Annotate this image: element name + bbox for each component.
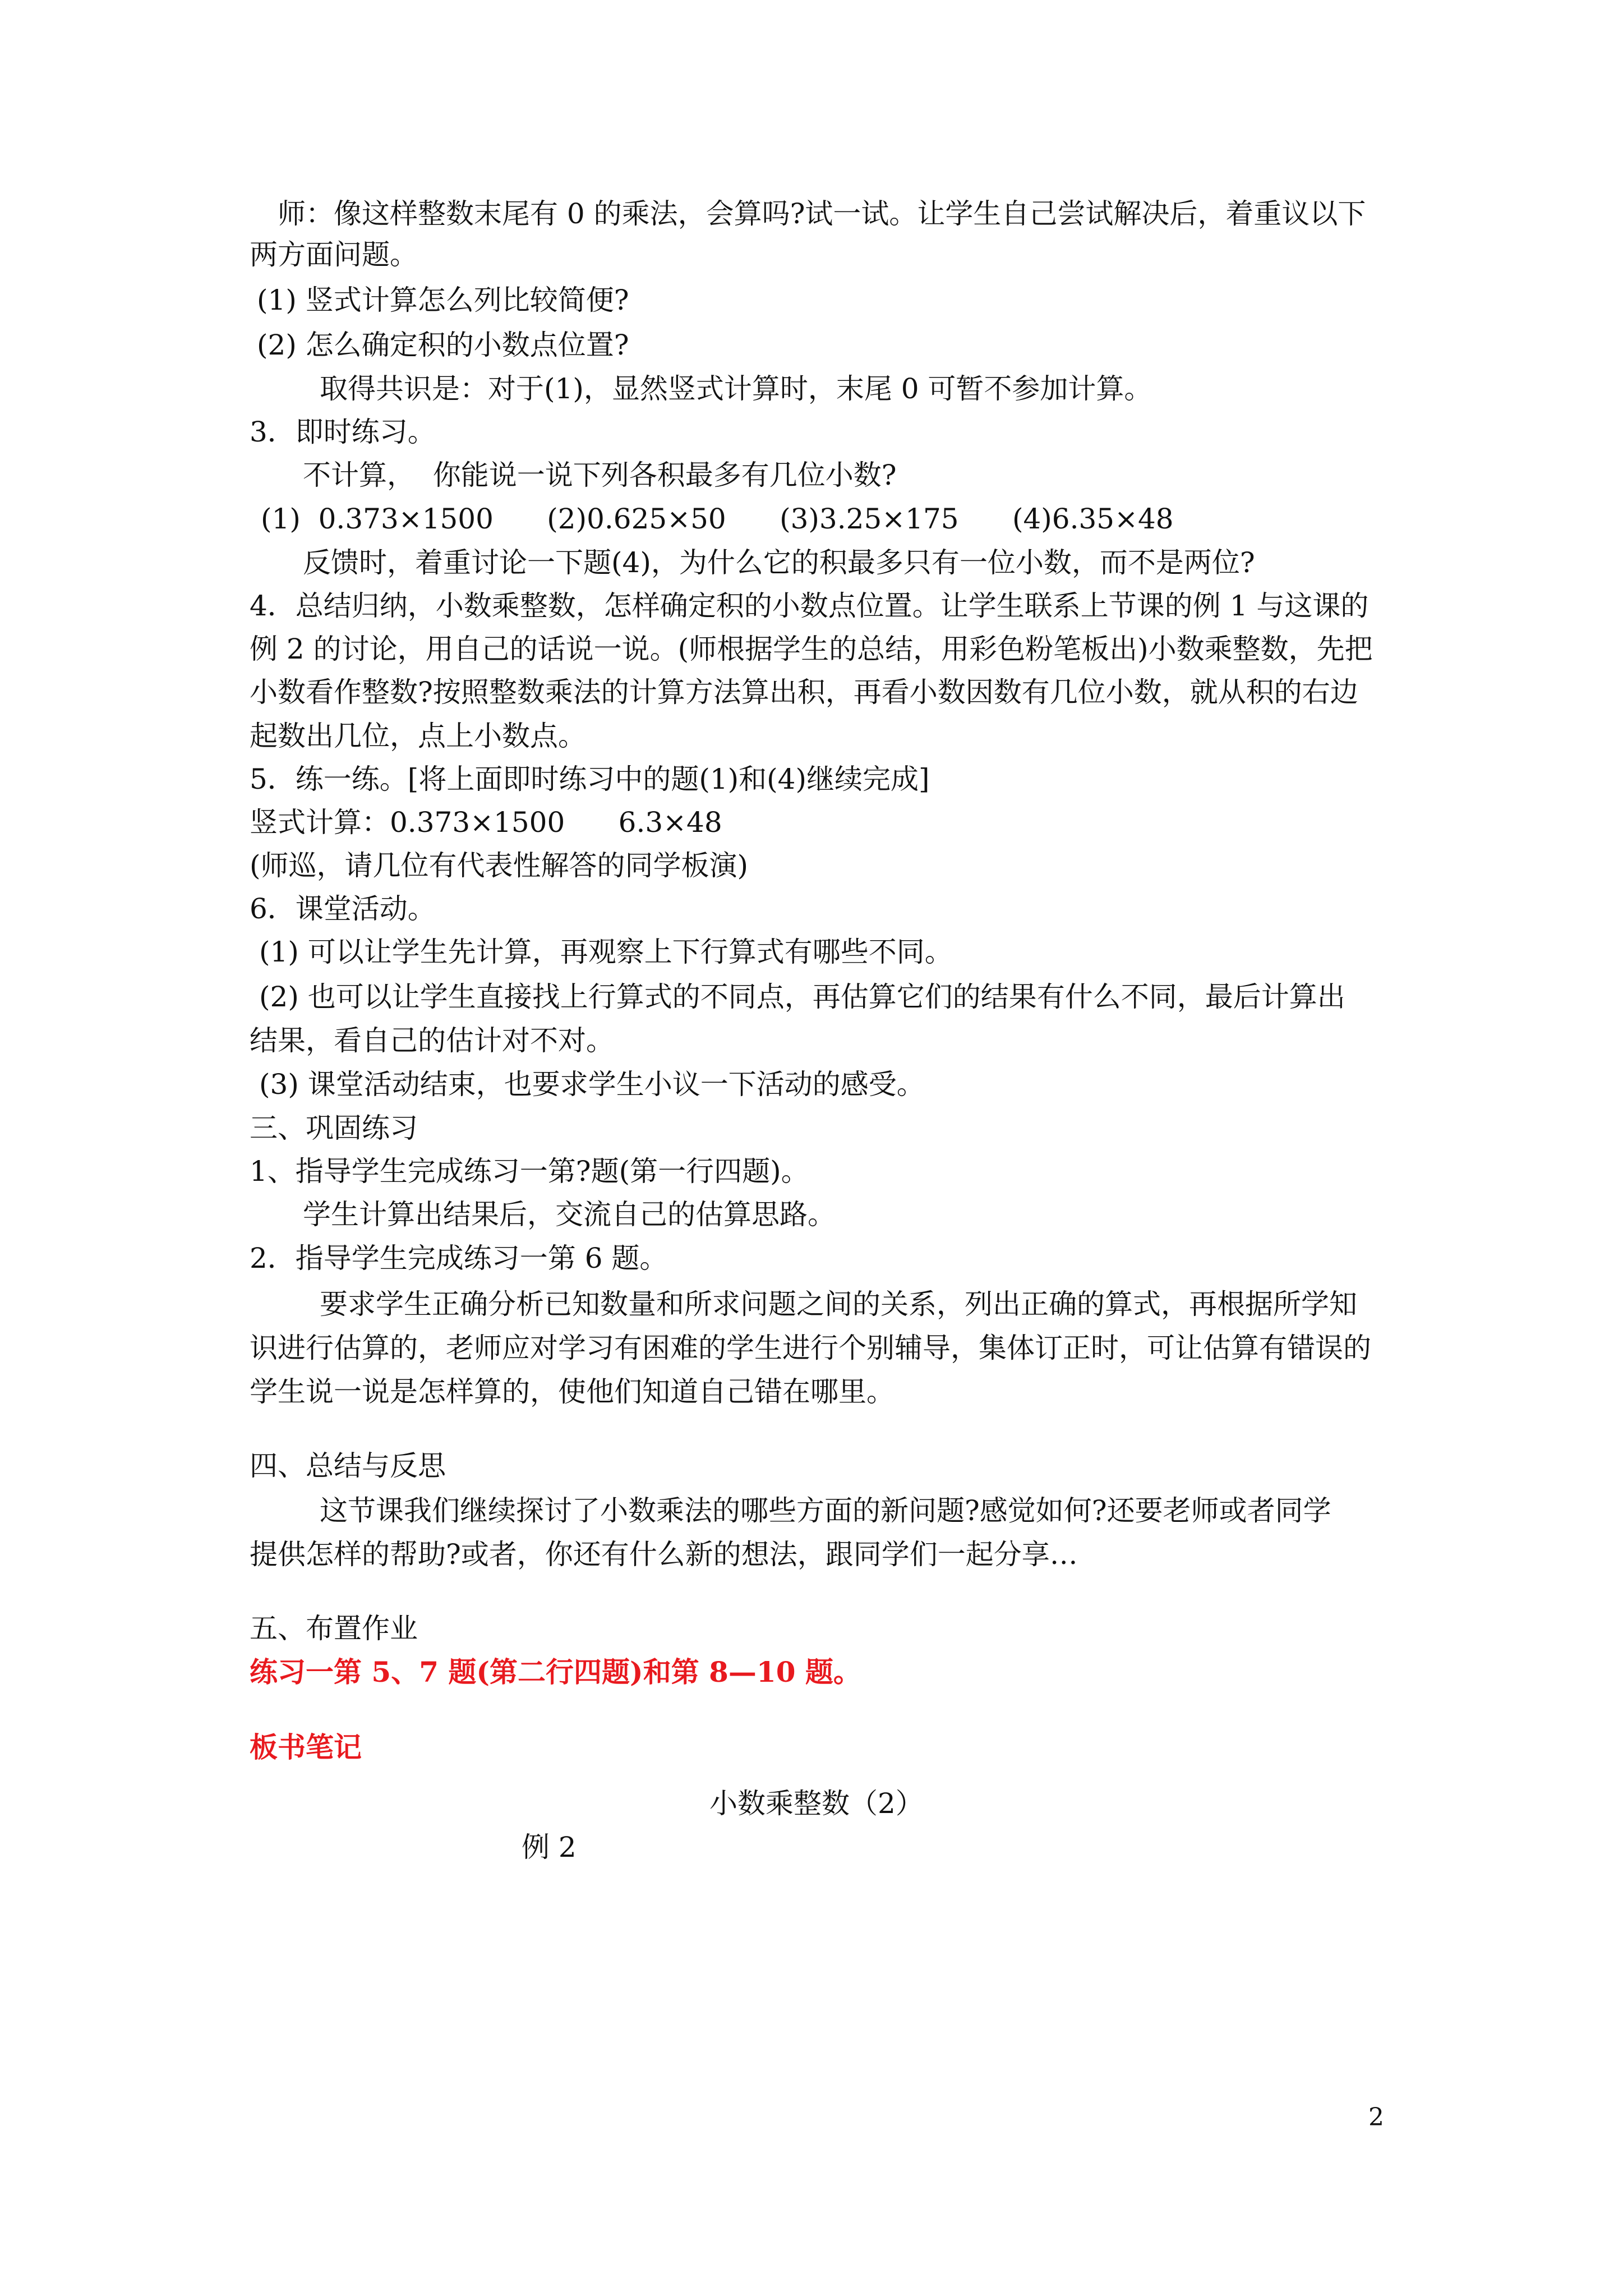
section-heading: 5．练一练。[将上面即时练习中的题(1)和(4)继续完成] — [250, 763, 930, 795]
text-line: 两方面问题。 — [250, 238, 418, 271]
section-heading: 6．课堂活动。 — [250, 892, 436, 925]
text-line: 4．总结归纳，小数乘整数，怎样确定积的小数点位置。让学生联系上节课的例 1 与这课的 — [250, 590, 1369, 622]
text-line: 这节课我们继续探讨了小数乘法的哪些方面的新问题?感觉如何?还要老师或者同学 — [320, 1494, 1331, 1527]
text-line: 提供怎样的帮助?或者，你还有什么新的想法，跟同学们一起分享… — [250, 1538, 1078, 1571]
page-number: 2 — [1368, 2103, 1384, 2132]
text-line: 结果，看自己的估计对不对。 — [250, 1024, 614, 1057]
text-line: 取得共识是：对于(1)，显然竖式计算时，末尾 0 可暂不参加计算。 — [320, 372, 1152, 405]
text-line: (师巡，请几位有代表性解答的同学板演) — [250, 849, 749, 882]
exercise-line: (1) 0.373×1500 (2)0.625×50 (3)3.25×175 (4)6.35×48 — [261, 503, 1174, 535]
section-heading: 五、布置作业 — [250, 1612, 418, 1645]
text-line: 例 2 的讨论，用自己的话说一说。(师根据学生的总结，用彩色粉笔板出)小数乘整数，先把 — [250, 633, 1373, 665]
text-line: 学生计算出结果后，交流自己的估算思路。 — [303, 1198, 836, 1231]
example-label: 例 2 — [522, 1831, 577, 1864]
text-line: 要求学生正确分析已知数量和所求问题之间的关系，列出正确的算式，再根据所学知 — [320, 1288, 1357, 1320]
list-item: (2) 怎么确定积的小数点位置? — [257, 329, 629, 361]
text-line: 1、指导学生完成练习一第?题(第一行四题)。 — [250, 1155, 809, 1188]
text-line: 练习一第 5、7 题(第二行四题)和第 8—10 题。 — [250, 1655, 861, 1688]
text-line: 师：像这样整数末尾有 0 的乘法，会算吗?试一试。让学生自己尝试解决后，着重议以下 — [278, 197, 1366, 230]
list-item: (1) 可以让学生先计算，再观察上下行算式有哪些不同。 — [259, 936, 953, 968]
text-line: 学生说一说是怎样算的，使他们知道自己错在哪里。 — [250, 1375, 895, 1408]
text-line: 识进行估算的，老师应对学习有困难的学生进行个别辅导，集体订正时，可让估算有错误的 — [250, 1332, 1371, 1364]
text-line: 反馈时，着重讨论一下题(4)，为什么它的积最多只有一位小数，而不是两位? — [303, 546, 1255, 579]
text-line: 2．指导学生完成练习一第 6 题。 — [250, 1242, 668, 1274]
text-line: 小数看作整数?按照整数乘法的计算方法算出积，再看小数因数有几位小数，就从积的右边 — [250, 676, 1358, 708]
list-item: (3) 课堂活动结束，也要求学生小议一下活动的感受。 — [259, 1068, 925, 1101]
text-line: 不计算， 你能说一说下列各积最多有几位小数? — [303, 459, 897, 491]
section-heading: 三、巩固练习 — [250, 1112, 418, 1144]
list-item: (1) 竖式计算怎么列比较简便? — [257, 284, 629, 316]
text-line: 竖式计算：0.373×1500 6.3×48 — [250, 806, 722, 839]
section-heading: 四、总结与反思 — [250, 1450, 446, 1482]
section-heading: 3．即时练习。 — [250, 416, 436, 448]
list-item: (2) 也可以让学生直接找上行算式的不同点，再估算它们的结果有什么不同，最后计算出 — [259, 981, 1345, 1013]
board-title: 小数乘整数（2） — [709, 1787, 924, 1820]
board-notes-heading: 板书笔记 — [250, 1731, 362, 1764]
text-line: 起数出几位，点上小数点。 — [250, 720, 586, 752]
